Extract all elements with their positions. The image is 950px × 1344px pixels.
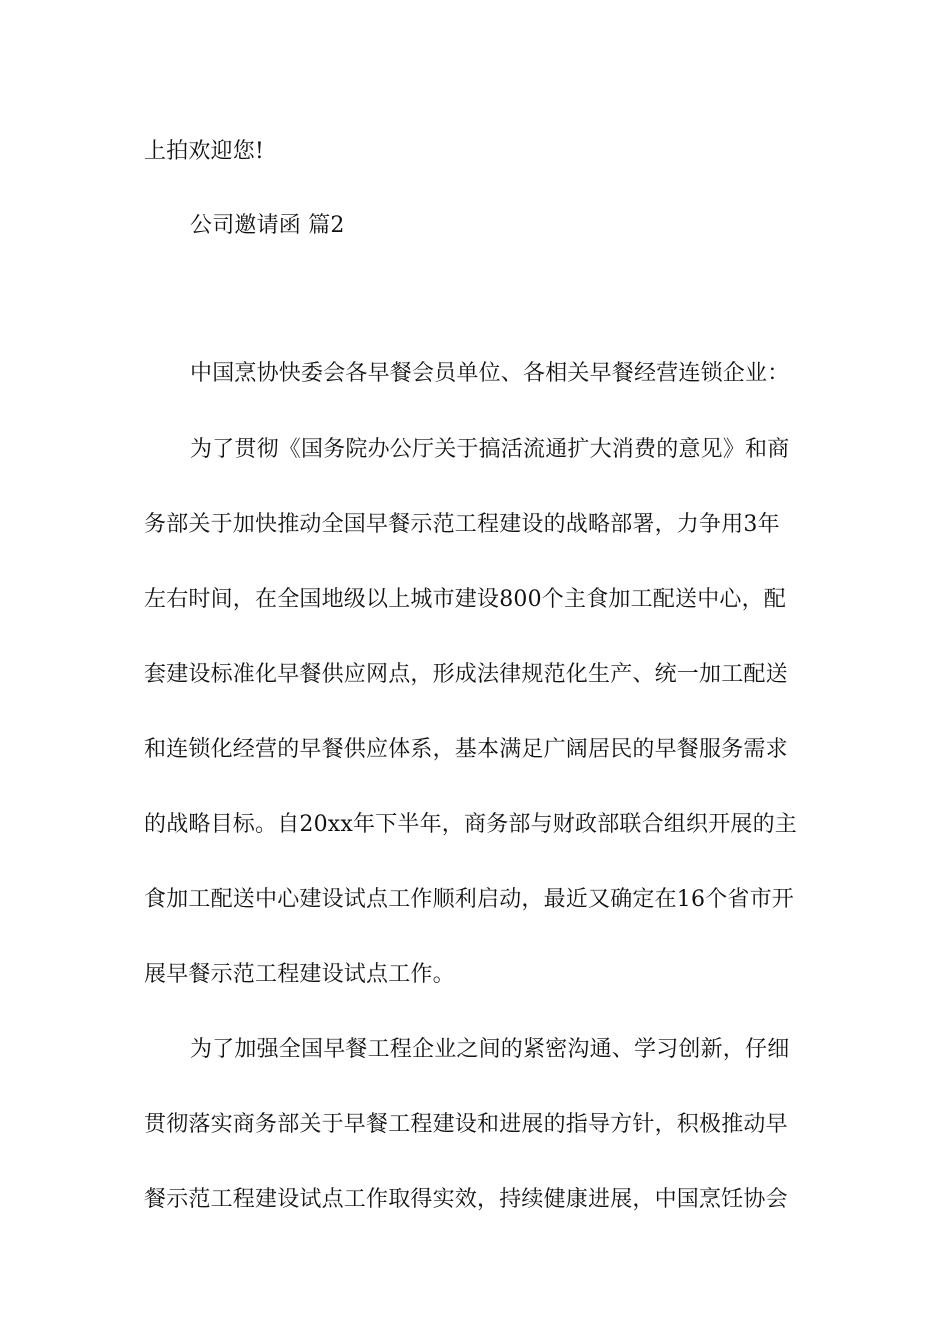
paragraph-line: 上拍欢迎您! (144, 139, 265, 164)
paragraph-line: 务部关于加快推动全国早餐示范工程建设的战略部署，力争用3年 (144, 512, 780, 537)
paragraph-line: 餐示范工程建设试点工作取得实效，持续健康进展，中国烹饪协会 (144, 1187, 788, 1212)
paragraph-line: 贯彻落实商务部关于早餐工程建设和进展的指导方针，积极推动早 (144, 1112, 788, 1137)
paragraph-line: 左右时间，在全国地级以上城市建设800个主食加工配送中心，配 (144, 587, 786, 612)
paragraph-line: 展早餐示范工程建设试点工作。 (144, 962, 455, 987)
paragraph-line: 套建设标准化早餐供应网点，形成法律规范化生产、统一加工配送 (144, 662, 788, 687)
section-heading: 公司邀请函 篇2 (190, 213, 345, 238)
paragraph-line: 食加工配送中心建设试点工作顺利启动，最近又确定在16个省市开 (144, 887, 794, 912)
paragraph-line: 和连锁化经营的早餐供应体系，基本满足广阔居民的早餐服务需求 (144, 737, 788, 762)
paragraph-line: 为了贯彻《国务院办公厅关于搞活流通扩大消费的意见》和商 (190, 437, 790, 462)
paragraph-line: 的战略目标。自20xx年下半年，商务部与财政部联合组织开展的主 (144, 812, 798, 837)
salutation: 中国烹协快委会各早餐会员单位、各相关早餐经营连锁企业： (190, 361, 790, 386)
paragraph-line: 为了加强全国早餐工程企业之间的紧密沟通、学习创新，仔细 (190, 1037, 790, 1062)
